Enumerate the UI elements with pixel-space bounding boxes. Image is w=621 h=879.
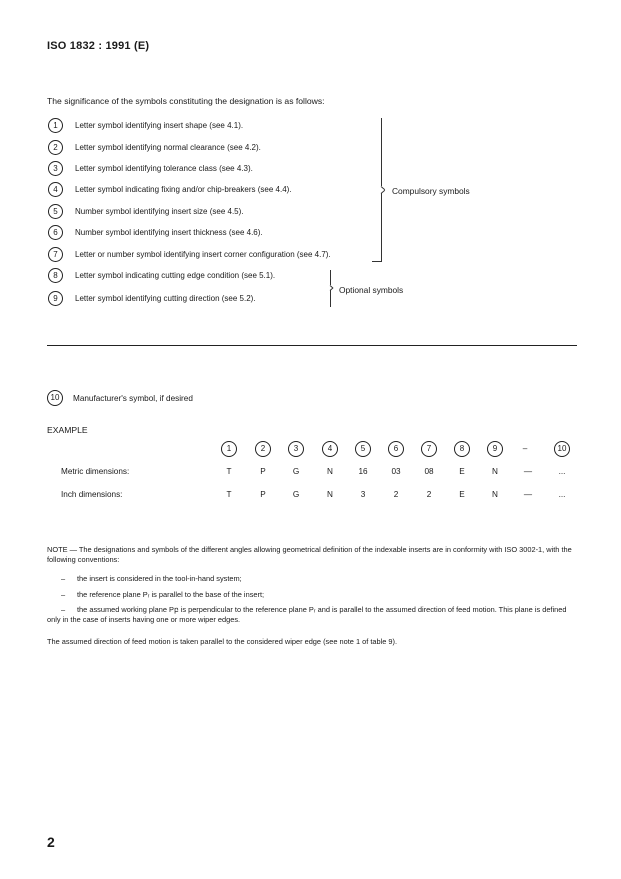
row-label-metric: Metric dimensions: — [61, 467, 130, 476]
example-header-7: 7 — [421, 441, 437, 457]
symbol-number-1: 1 — [48, 118, 63, 133]
note-bullet-2: the reference plane Pᵣ is parallel to the base of the insert; — [77, 590, 265, 599]
cell: N — [327, 490, 333, 499]
cell: 3 — [360, 490, 366, 499]
cell: T — [226, 490, 232, 499]
cell: E — [459, 467, 465, 476]
symbol-description-6: Number symbol identifying insert thickness (see 4.6). — [75, 228, 263, 237]
symbol-description-7: Letter or number symbol identifying insert corner configuration (see 4.7). — [75, 250, 331, 259]
optional-symbols-label: Optional symbols — [339, 285, 404, 295]
symbol-description-8: Letter symbol indicating cutting edge condition (see 5.1). — [75, 271, 276, 280]
example-header-5: 5 — [355, 441, 371, 457]
symbol-number-9: 9 — [48, 291, 63, 306]
symbol-number-3: 3 — [48, 161, 63, 176]
cell: 2 — [426, 490, 432, 499]
symbol-number-8: 8 — [48, 268, 63, 283]
example-header-9: 9 — [487, 441, 503, 457]
example-header-1: 1 — [221, 441, 237, 457]
symbol-description-5: Number symbol identifying insert size (see 4.5). — [75, 207, 244, 216]
cell: — — [523, 490, 533, 499]
example-header-8: 8 — [454, 441, 470, 457]
cell: N — [327, 467, 333, 476]
row-label-inch: Inch dimensions: — [61, 490, 123, 499]
symbol-description-9: Letter symbol identifying cutting direction (see 5.2). — [75, 294, 256, 303]
compulsory-symbols-label: Compulsory symbols — [392, 186, 470, 196]
symbol-number-4: 4 — [48, 182, 63, 197]
example-header-10: 10 — [554, 441, 570, 457]
cell: P — [260, 467, 266, 476]
cell: — — [523, 467, 533, 476]
cell: G — [292, 490, 300, 499]
symbol-number-10: 10 — [47, 390, 63, 406]
note-bullet-dash: – — [61, 574, 66, 583]
cell: 2 — [393, 490, 399, 499]
symbol-number-6: 6 — [48, 225, 63, 240]
note-bullet-dash: – — [61, 590, 66, 599]
cell: ... — [558, 467, 566, 476]
cell: ... — [558, 490, 566, 499]
cell: P — [260, 490, 266, 499]
symbol-number-7: 7 — [48, 247, 63, 262]
note-intro: NOTE — The designations and symbols of the different angles allowing geometrical definition of the indexable inserts are in conformity with ISO 3002-1, with the following conventions: — [47, 545, 572, 564]
example-header-dash: – — [522, 444, 528, 453]
example-header-2: 2 — [255, 441, 271, 457]
intro-text: The significance of the symbols constituting the designation is as follows: — [47, 96, 325, 106]
cell: 16 — [358, 467, 368, 476]
cell: 08 — [424, 467, 434, 476]
symbol-description-2: Letter symbol identifying normal clearance (see 4.2). — [75, 143, 261, 152]
example-label: EXAMPLE — [47, 425, 88, 435]
cell: G — [292, 467, 300, 476]
document-header: ISO 1832 : 1991 (E) — [47, 40, 150, 52]
note-bullet-dash: – — [61, 605, 66, 614]
symbol-number-2: 2 — [48, 140, 63, 155]
note-closing: The assumed direction of feed motion is taken parallel to the considered wiper edge (see note 1 of table 9). — [47, 637, 398, 646]
cell: 03 — [391, 467, 401, 476]
note-bullet-3: the assumed working plane Pբ is perpendicular to the reference plane Pᵣ and is parallel to the assumed direction of feed motion. This plane is defined only in the case of inserts having one or more wiper edges. — [47, 605, 567, 624]
cell: T — [226, 467, 232, 476]
symbol-description-4: Letter symbol indicating fixing and/or chip-breakers (see 4.4). — [75, 185, 292, 194]
symbol-number-5: 5 — [48, 204, 63, 219]
symbol-description-1: Letter symbol identifying insert shape (see 4.1). — [75, 121, 244, 130]
manufacturer-description: Manufacturer's symbol, if desired — [73, 394, 193, 403]
cell: N — [492, 467, 498, 476]
section-divider — [47, 345, 577, 346]
cell: E — [459, 490, 465, 499]
page-number: 2 — [47, 834, 55, 850]
example-header-3: 3 — [288, 441, 304, 457]
example-header-4: 4 — [322, 441, 338, 457]
note-bullet-1: the insert is considered in the tool-in-hand system; — [77, 574, 242, 583]
cell: N — [492, 490, 498, 499]
symbol-description-3: Letter symbol identifying tolerance class (see 4.3). — [75, 164, 253, 173]
example-header-6: 6 — [388, 441, 404, 457]
